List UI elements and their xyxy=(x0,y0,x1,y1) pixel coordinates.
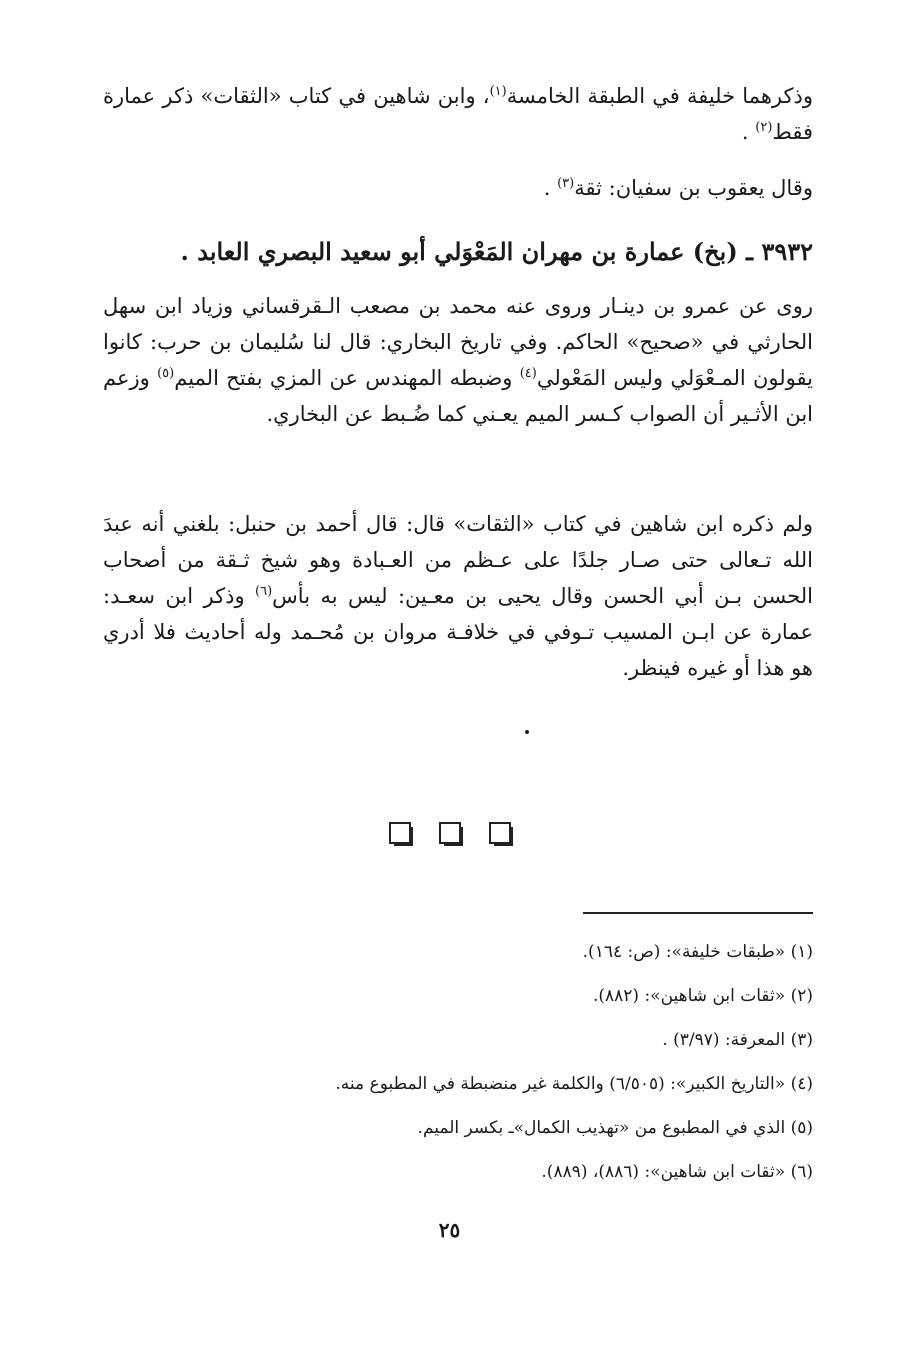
footnote-text: الذي في المطبوع من «تهذيب الكمال»ـ بكسر الميم. xyxy=(417,1118,786,1138)
decorative-dot xyxy=(525,730,529,734)
footnote-text: «ثقات ابن شاهين»: (٨٨٦)، (٨٨٩). xyxy=(541,1162,786,1182)
paragraph-text: وقال يعقوب بن سفيان: ثقة xyxy=(574,176,813,200)
paragraph-text: ولم ذكره ابن شاهين في كتاب «الثقات» قال: قال أحمد بن حنبل: بلغني أنه عبدَ الله تـعالى حتى صـار جلدًا على عـظم من العـبادة وهو شيخ ثـقة من أصحاب الحسن بـن أبي الحسن وقال يحيى بن معـين: ليس به بأس xyxy=(103,512,814,608)
footnote-item xyxy=(93,1018,813,1062)
paragraph-text: وضبطه المهندس عن المزي بفتح الميم xyxy=(174,366,520,390)
square-ornament-icon xyxy=(389,822,411,844)
paragraph-text: روى عن عمرو بن دينـار وروى عنه محمد بن مصعب الـقرقساني وزياد ابن سهل الحارثي في «صحيح» الحاكم. وفي تاريخ البخاري: قال لنا سُليمان بن حرب: كانوا يقولون المـعْوَلي وليس المَعْولي xyxy=(103,294,814,390)
footnote-marker-5[interactable]: (٥) xyxy=(157,366,175,381)
footnote-marker-4[interactable]: (٤) xyxy=(519,366,537,381)
paragraph-text: وذكرهما خليفة في الطبقة الخامسة xyxy=(506,84,814,108)
footnote-marker-6[interactable]: (٦) xyxy=(255,584,273,599)
paragraph-text: ، وابن شاهين في كتاب «الثقات» ذكر عمارة فقط xyxy=(103,84,813,144)
paragraph-3 xyxy=(103,288,813,432)
paragraph-text: . xyxy=(543,176,558,200)
footnotes-list xyxy=(93,930,813,1194)
square-ornament-icon xyxy=(489,822,511,844)
footnote-text: «التاريخ الكبير»: (٦/٥٠٥) والكلمة غير منضبطة في المطبوع منه. xyxy=(335,1074,786,1094)
footnote-item xyxy=(93,930,813,974)
footnote-text: المعرفة: (٣/٩٧) . xyxy=(662,1030,786,1050)
page-number: ٢٥ xyxy=(438,1218,461,1242)
footnote-item xyxy=(93,1106,813,1150)
footnote-number: (٢) xyxy=(790,986,813,1006)
paragraph-text: وذكر ابن سعـد: عمارة عن ابـن المسيب تـوفي في خلافـة مروان بن مُحـمد وله أحاديث فلا أدري هو هذا أو غيره فينظر. xyxy=(103,584,813,680)
paragraph-1 xyxy=(103,78,813,150)
footnote-number: (٥) xyxy=(790,1118,813,1138)
footnote-number: (٣) xyxy=(790,1030,813,1050)
footnote-item xyxy=(93,1150,813,1194)
paragraph-4 xyxy=(103,506,813,686)
footnote-number: (١) xyxy=(790,942,813,962)
footnote-number: (٤) xyxy=(790,1074,813,1094)
footnote-item xyxy=(93,974,813,1018)
footnote-marker-2[interactable]: (٢) xyxy=(755,120,773,135)
footnote-number: (٦) xyxy=(790,1162,813,1182)
footnote-text: «طبقات خليفة»: (ص: ١٦٤). xyxy=(582,942,786,962)
paragraph-text: . xyxy=(741,120,756,144)
paragraph-2 xyxy=(103,170,813,206)
square-ornament-icon xyxy=(439,822,461,844)
paragraph-text: وزعم ابن الأثـير أن الصواب كـسر الميم يعـني كما ضُـبط عن البخاري. xyxy=(103,366,813,426)
footnote-item xyxy=(93,1062,813,1106)
footnote-separator xyxy=(583,912,813,914)
footnote-marker-3[interactable]: (٣) xyxy=(557,176,575,191)
section-ornaments xyxy=(0,822,899,848)
footnote-text: «ثقات ابن شاهين»: (٨٨٢). xyxy=(592,986,786,1006)
entry-heading: ٣٩٣٢ ـ (بخ) عمارة بن مهران المَعْوَلي أبو سعيد البصري العابد . xyxy=(180,237,813,266)
footnote-marker-1[interactable]: (١) xyxy=(489,84,507,99)
